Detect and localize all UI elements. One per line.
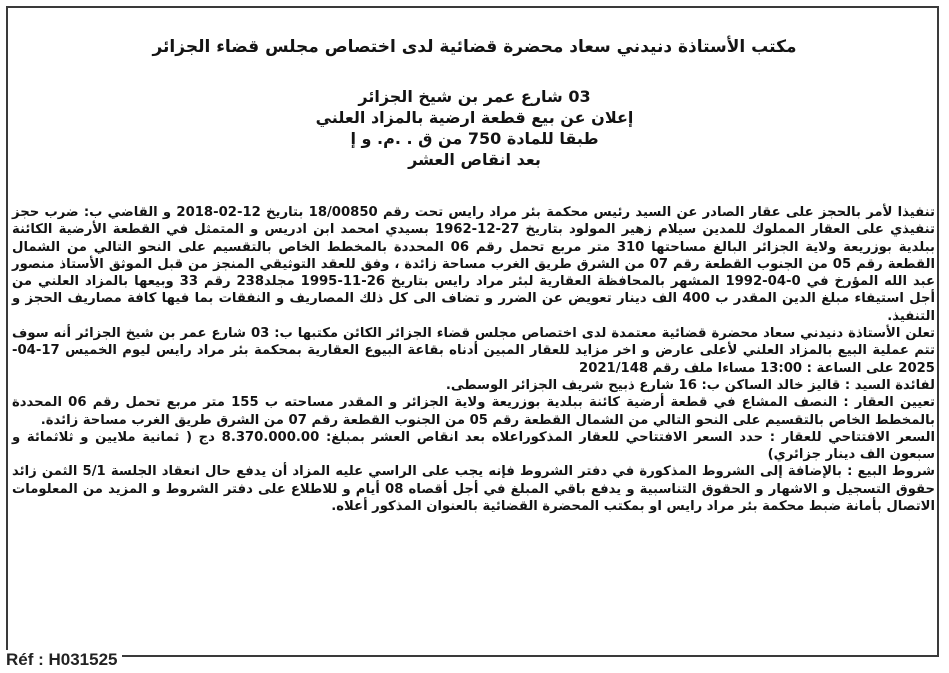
seizure-order-paragraph: تنفيذا لأمر بالحجز على عقار الصادر عن السيد رئيس محكمة بئر مراد رايس تحت رقم 18/00850 بتاريخ 12-02-2018 و القاضي ب: ضرب حجز تنفيذي على العقار المملوك للمدين سيلام زهير المولود بتاريخ 27-12-1962 بسيدي امحمد ابن ادريس و المتمثل في القطعة الأرضية الكائنة ببلدية بوزريعة ولاية الجزائر البالغ مساحتها 310 متر مربع تحمل رقم 06 المحددة بالمخطط الخاص بالتقسيم على النحو التالي من الشمال القطعة رقم 05 من الجنوب القطعة رقم 07 من الشرق طريق الغرب مساحة زائدة ، وفق للعقد التوثيقي المنجز من قبل الموثق الأستاذ منصور عبد الله المؤرخ في 0-04-1992 المشهر بالمحافظة العقارية لبئر مراد رايس بتاريخ 26-11-1995 مجلد238 رقم 33 وبيعها بالمزاد العلني من أجل استيفاء مبلغ الدين المقدر ب 400 الف دينار تعويض عن الضرر و تضاف الى كل ذلك المصاريف و النفقات بما فيها كافة مصاريف الحجز و التنفيذ. — [12, 205, 935, 324]
announcement-heading: إعلان عن بيع قطعة ارضية بالمزاد العلني — [315, 108, 634, 127]
legal-article: طبقا للمادة 750 من ق . .م. و إ — [350, 129, 599, 148]
office-address: 03 شارع عمر بن شيخ الجزائر — [358, 87, 591, 106]
notice-body — [12, 204, 935, 515]
notice-headings — [0, 86, 949, 170]
property-description-paragraph: تعيين العقار : النصف المشاع في قطعة أرضية كائنة ببلدية بوزريعة ولاية الجزائر و المقدر مساحته ب 155 متر مربع تحمل رقم 06 المحددة بالمخطط الخاص بالتقسيم على النحو التالي من الشمال القطعة رقم 05 من الجنوب القطعة رقم 07 من الشرق طريق الغرب مساحة زائدة. — [12, 395, 935, 428]
office-title: مكتب الأستاذة دنيدني سعاد محضرة قضائية لدى اختصاص مجلس قضاء الجزائر — [152, 37, 797, 57]
opening-price-paragraph: السعر الافتتاحي للعقار : حدد السعر الافتتاحي للعقار المذكوراعلاه بعد انقاص العشر بمبلغ: 8.370.000.00 دج ( ثمانية ملايين و ثلاثمائة و سبعون الف دينار جزائري) — [12, 429, 936, 463]
reduction-note: بعد انقاص العشر — [408, 150, 541, 169]
sale-conditions-paragraph: شروط البيع : بالإضافة إلى الشروط المذكورة في دفتر الشروط فإنه يجب على الراسي عليه المزاد أن يدفع حال انعقاد الجلسة 5/1 الثمن زائد حقوق التسجيل و الاشهار و الحقوق التناسبية و يدفع باقي المبلغ في أجل أقصاه 08 أيام و للاطلاع على دفتر الشروط و المزيد من المعلومات الاتصال بأمانة ضبط محكمة بئر مراد رايس او بمكتب المحضرة القضائية بالعنوان المذكور أعلاه. — [12, 464, 935, 515]
beneficiary-paragraph: لفائدة السيد : قاليز خالد الساكن ب: 16 شارع ذبيح شريف الجزائر الوسطى. — [445, 377, 935, 393]
auction-announcement-paragraph: تعلن الأستاذة دنيدني سعاد محضرة قضائية معتمدة لدى اختصاص مجلس قضاء الجزائر الكائن مكتبها ب: 03 شارع عمر بن شيخ الجزائر أنه سوف تتم عملية البيع بالمزاد العلني لأعلى عارض و اخر مزايد للعقار المبين أدناه بقاعة البيوع العقارية بمحكمة بئر مراد رايس ليوم الخميس 17-04-2025 على الساعة : 13:00 مساءا ملف رقم 2021/148 — [12, 326, 935, 376]
reference-number: Réf : H031525 — [2, 650, 122, 670]
